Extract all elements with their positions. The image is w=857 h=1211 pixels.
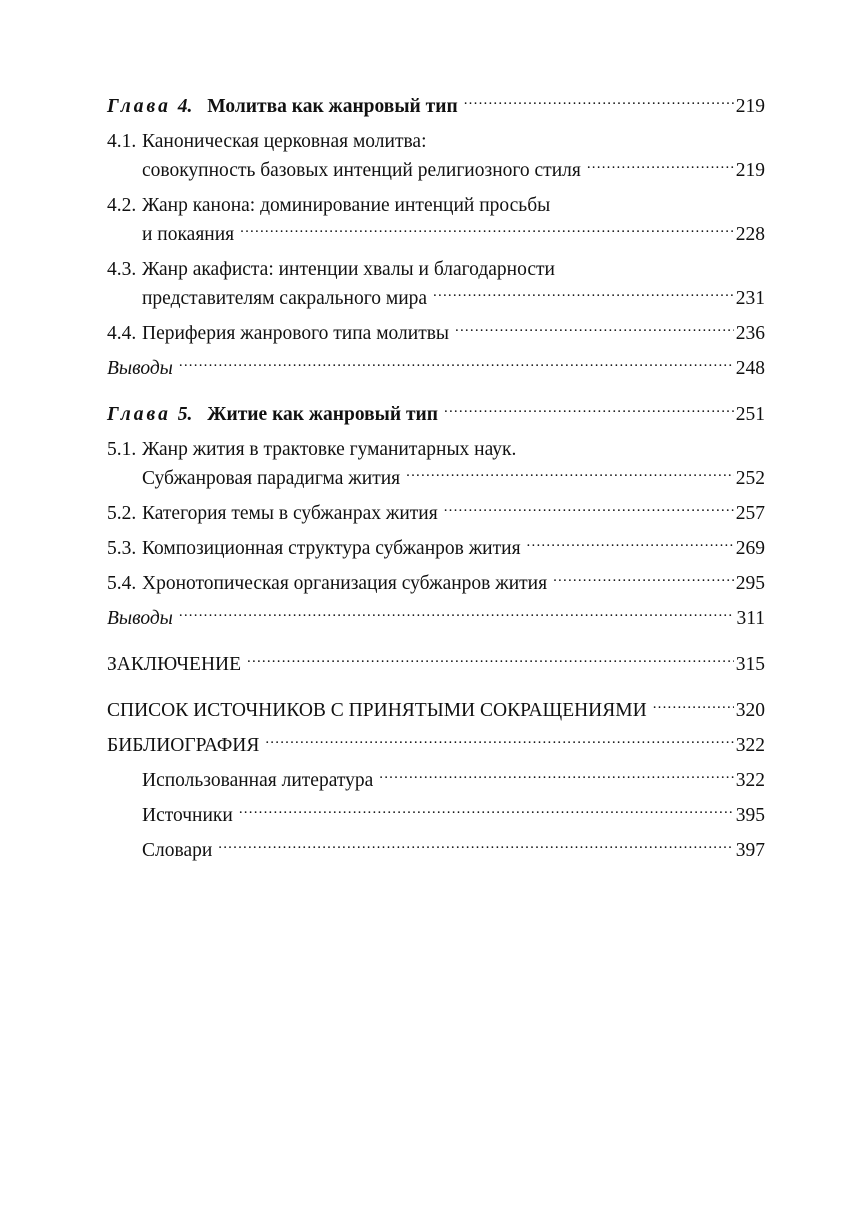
page-number: 322 [735, 770, 765, 791]
toc-entry-bibliography-sources[interactable] [107, 801, 765, 830]
page-number: 236 [735, 323, 765, 344]
bibliography-item-title: Использованная литература [142, 770, 374, 791]
toc-entry-conclusion[interactable] [107, 650, 765, 679]
page-number: 397 [735, 840, 765, 861]
toc-entry-bibliography-dictionaries[interactable] [107, 836, 765, 865]
section-title-line2: и покаяния [142, 224, 235, 245]
chapter-number: 4. [177, 96, 193, 117]
toc-entry-5-3[interactable] [107, 534, 765, 563]
toc-entry-bibliography-literature[interactable] [107, 766, 765, 795]
toc-entry-4-3[interactable] [107, 255, 765, 313]
toc-entry-5-2[interactable] [107, 499, 765, 528]
dot-leader [444, 401, 734, 421]
page-number: 219 [735, 160, 765, 181]
toc-entry-chapter-4-conclusions[interactable] [107, 354, 765, 383]
page-number: 228 [735, 224, 765, 245]
dot-leader [444, 500, 734, 520]
sources-list-title: СПИСОК ИСТОЧНИКОВ С ПРИНЯТЫМИ СОКРАЩЕНИЯМИ [107, 700, 647, 721]
page-number: 251 [735, 404, 765, 425]
page-number: 219 [735, 96, 765, 117]
section-number: 5.3. [107, 538, 137, 559]
chapter-number: 5. [177, 404, 193, 425]
page-number: 252 [735, 468, 765, 489]
dot-leader [179, 355, 734, 375]
dot-leader [179, 605, 735, 625]
dot-leader [239, 802, 734, 822]
section-title: Композиционная структура субжанров жития [142, 538, 521, 559]
chapter-label: Глава [107, 404, 171, 425]
page-number: 269 [735, 538, 765, 559]
section-title-line1: Жанр акафиста: интенции хвалы и благодарности [142, 259, 555, 280]
section-title-line2: Субжанровая парадигма жития [142, 468, 401, 489]
dot-leader [527, 535, 734, 555]
dot-leader [433, 285, 734, 305]
section-title: Периферия жанрового типа молитвы [142, 323, 450, 344]
section-title: Категория темы в субжанрах жития [142, 503, 438, 524]
dot-leader [247, 651, 734, 671]
toc-entry-bibliography[interactable] [107, 731, 765, 760]
toc-entry-5-1[interactable] [107, 435, 765, 493]
section-title: Хронотопическая организация субжанров жития [142, 573, 548, 594]
dot-leader [464, 93, 734, 113]
toc-entry-4-4[interactable] [107, 319, 765, 348]
chapter-label: Глава [107, 96, 171, 117]
dot-leader [240, 221, 734, 241]
chapter-title: Молитва как жанровый тип [207, 96, 458, 117]
section-title-line1: Жанр жития в трактовке гуманитарных наук. [142, 439, 517, 460]
page-number: 248 [735, 358, 765, 379]
dot-leader [587, 157, 734, 177]
section-number: 5.2. [107, 503, 137, 524]
page-number: 295 [735, 573, 765, 594]
dot-leader [265, 732, 733, 752]
page-number: 395 [735, 805, 765, 826]
bibliography-item-title: Словари [142, 840, 213, 861]
conclusion-title: ЗАКЛЮЧЕНИЕ [107, 654, 242, 675]
dot-leader [406, 465, 734, 485]
table-of-contents [107, 92, 765, 865]
dot-leader [379, 767, 733, 787]
conclusions-title: Выводы [107, 358, 173, 379]
chapter-5-heading[interactable] [107, 400, 765, 429]
bibliography-title: БИБЛИОГРАФИЯ [107, 735, 260, 756]
section-number: 4.1. [107, 131, 137, 152]
page-number: 315 [735, 654, 765, 675]
page-number: 257 [735, 503, 765, 524]
section-number: 4.2. [107, 195, 137, 216]
page-number: 231 [735, 288, 765, 309]
toc-entry-chapter-5-conclusions[interactable] [107, 604, 765, 633]
dot-leader [553, 570, 734, 590]
toc-entry-4-1[interactable] [107, 127, 765, 185]
page-number: 320 [735, 700, 765, 721]
chapter-4-heading[interactable] [107, 92, 765, 121]
page-number: 322 [735, 735, 765, 756]
chapter-4-title-line [107, 92, 458, 121]
section-title-line2: представителям сакрального мира [142, 288, 428, 309]
section-number: 5.1. [107, 439, 137, 460]
conclusions-title: Выводы [107, 608, 173, 629]
toc-entry-sources-list[interactable] [107, 696, 765, 725]
bibliography-item-title: Источники [142, 805, 233, 826]
dot-leader [455, 320, 734, 340]
dot-leader [218, 837, 733, 857]
section-number: 4.3. [107, 259, 137, 280]
chapter-5-title-line [107, 400, 438, 429]
section-number: 4.4. [107, 323, 137, 344]
page-number: 311 [736, 608, 765, 629]
toc-entry-5-4[interactable] [107, 569, 765, 598]
chapter-title: Житие как жанровый тип [207, 404, 439, 425]
section-number: 5.4. [107, 573, 137, 594]
section-title-line1: Каноническая церковная молитва: [142, 131, 427, 152]
toc-entry-4-2[interactable] [107, 191, 765, 249]
dot-leader [653, 697, 734, 717]
section-title-line2: совокупность базовых интенций религиозного стиля [142, 160, 581, 181]
section-title-line1: Жанр канона: доминирование интенций просьбы [142, 195, 551, 216]
